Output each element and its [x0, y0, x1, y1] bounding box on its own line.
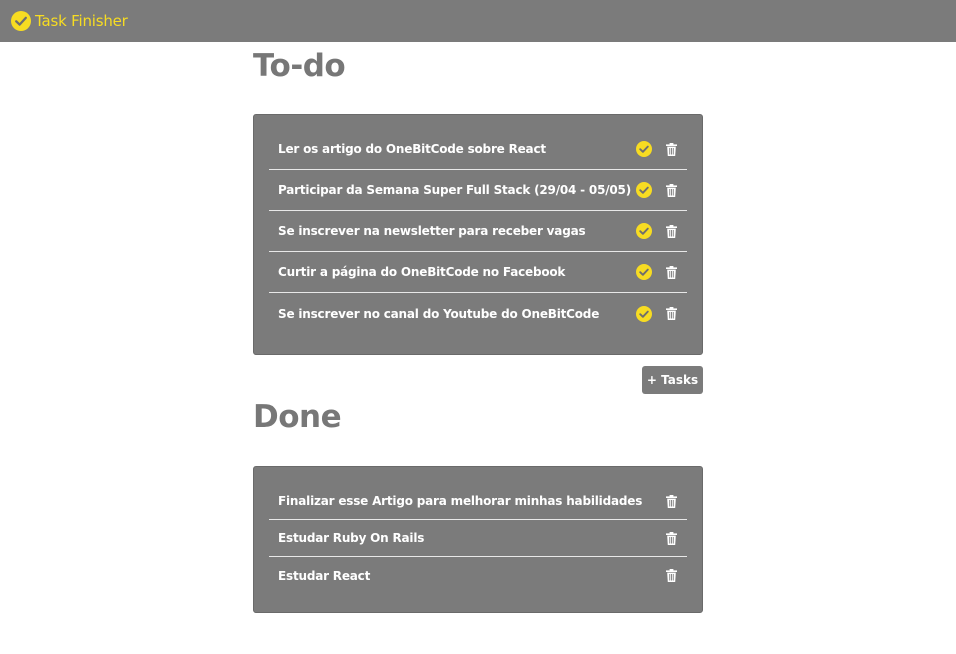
trash-icon[interactable]: [666, 184, 677, 197]
done-item-text: Finalizar esse Artigo para melhorar minhas habilidades: [278, 494, 643, 508]
trash-icon[interactable]: [666, 532, 677, 545]
todo-item-text: Curtir a página do OneBitCode no Facebook: [278, 265, 566, 279]
done-title: Done: [253, 399, 342, 435]
done-list: [253, 466, 703, 613]
check-circle-icon[interactable]: [636, 141, 652, 157]
check-circle-icon[interactable]: [636, 306, 652, 322]
todo-title: To-do: [253, 48, 346, 84]
check-circle-icon[interactable]: [636, 223, 652, 239]
todo-item: [269, 252, 687, 293]
todo-item-text: Se inscrever na newsletter para receber vagas: [278, 224, 586, 238]
todo-item-text: Ler os artigo do OneBitCode sobre React: [278, 142, 546, 156]
todo-list: [253, 114, 703, 355]
done-item-text: Estudar Ruby On Rails: [278, 531, 425, 545]
brand-text: Task Finisher: [35, 12, 128, 30]
todo-item: [269, 129, 687, 170]
trash-icon[interactable]: [666, 225, 677, 238]
todo-item: [269, 170, 687, 211]
trash-icon[interactable]: [666, 143, 677, 156]
navbar: [0, 0, 956, 42]
done-item: [269, 483, 687, 520]
brand-link[interactable]: [11, 11, 128, 31]
trash-icon[interactable]: [666, 266, 677, 279]
todo-item-text: Participar da Semana Super Full Stack (29/04 - 05/05): [278, 183, 631, 197]
done-item: [269, 520, 687, 557]
trash-icon[interactable]: [666, 569, 677, 582]
todo-item: [269, 293, 687, 334]
todo-item-text: Se inscrever no canal do Youtube do OneBitCode: [278, 306, 600, 321]
trash-icon[interactable]: [666, 307, 677, 320]
check-circle-icon[interactable]: [636, 264, 652, 280]
check-circle-icon: [11, 11, 31, 31]
todo-item: [269, 211, 687, 252]
check-circle-icon[interactable]: [636, 182, 652, 198]
done-item-text: Estudar React: [278, 568, 371, 583]
trash-icon[interactable]: [666, 495, 677, 508]
add-tasks-button[interactable]: + Tasks: [642, 366, 703, 394]
done-item: [269, 557, 687, 594]
